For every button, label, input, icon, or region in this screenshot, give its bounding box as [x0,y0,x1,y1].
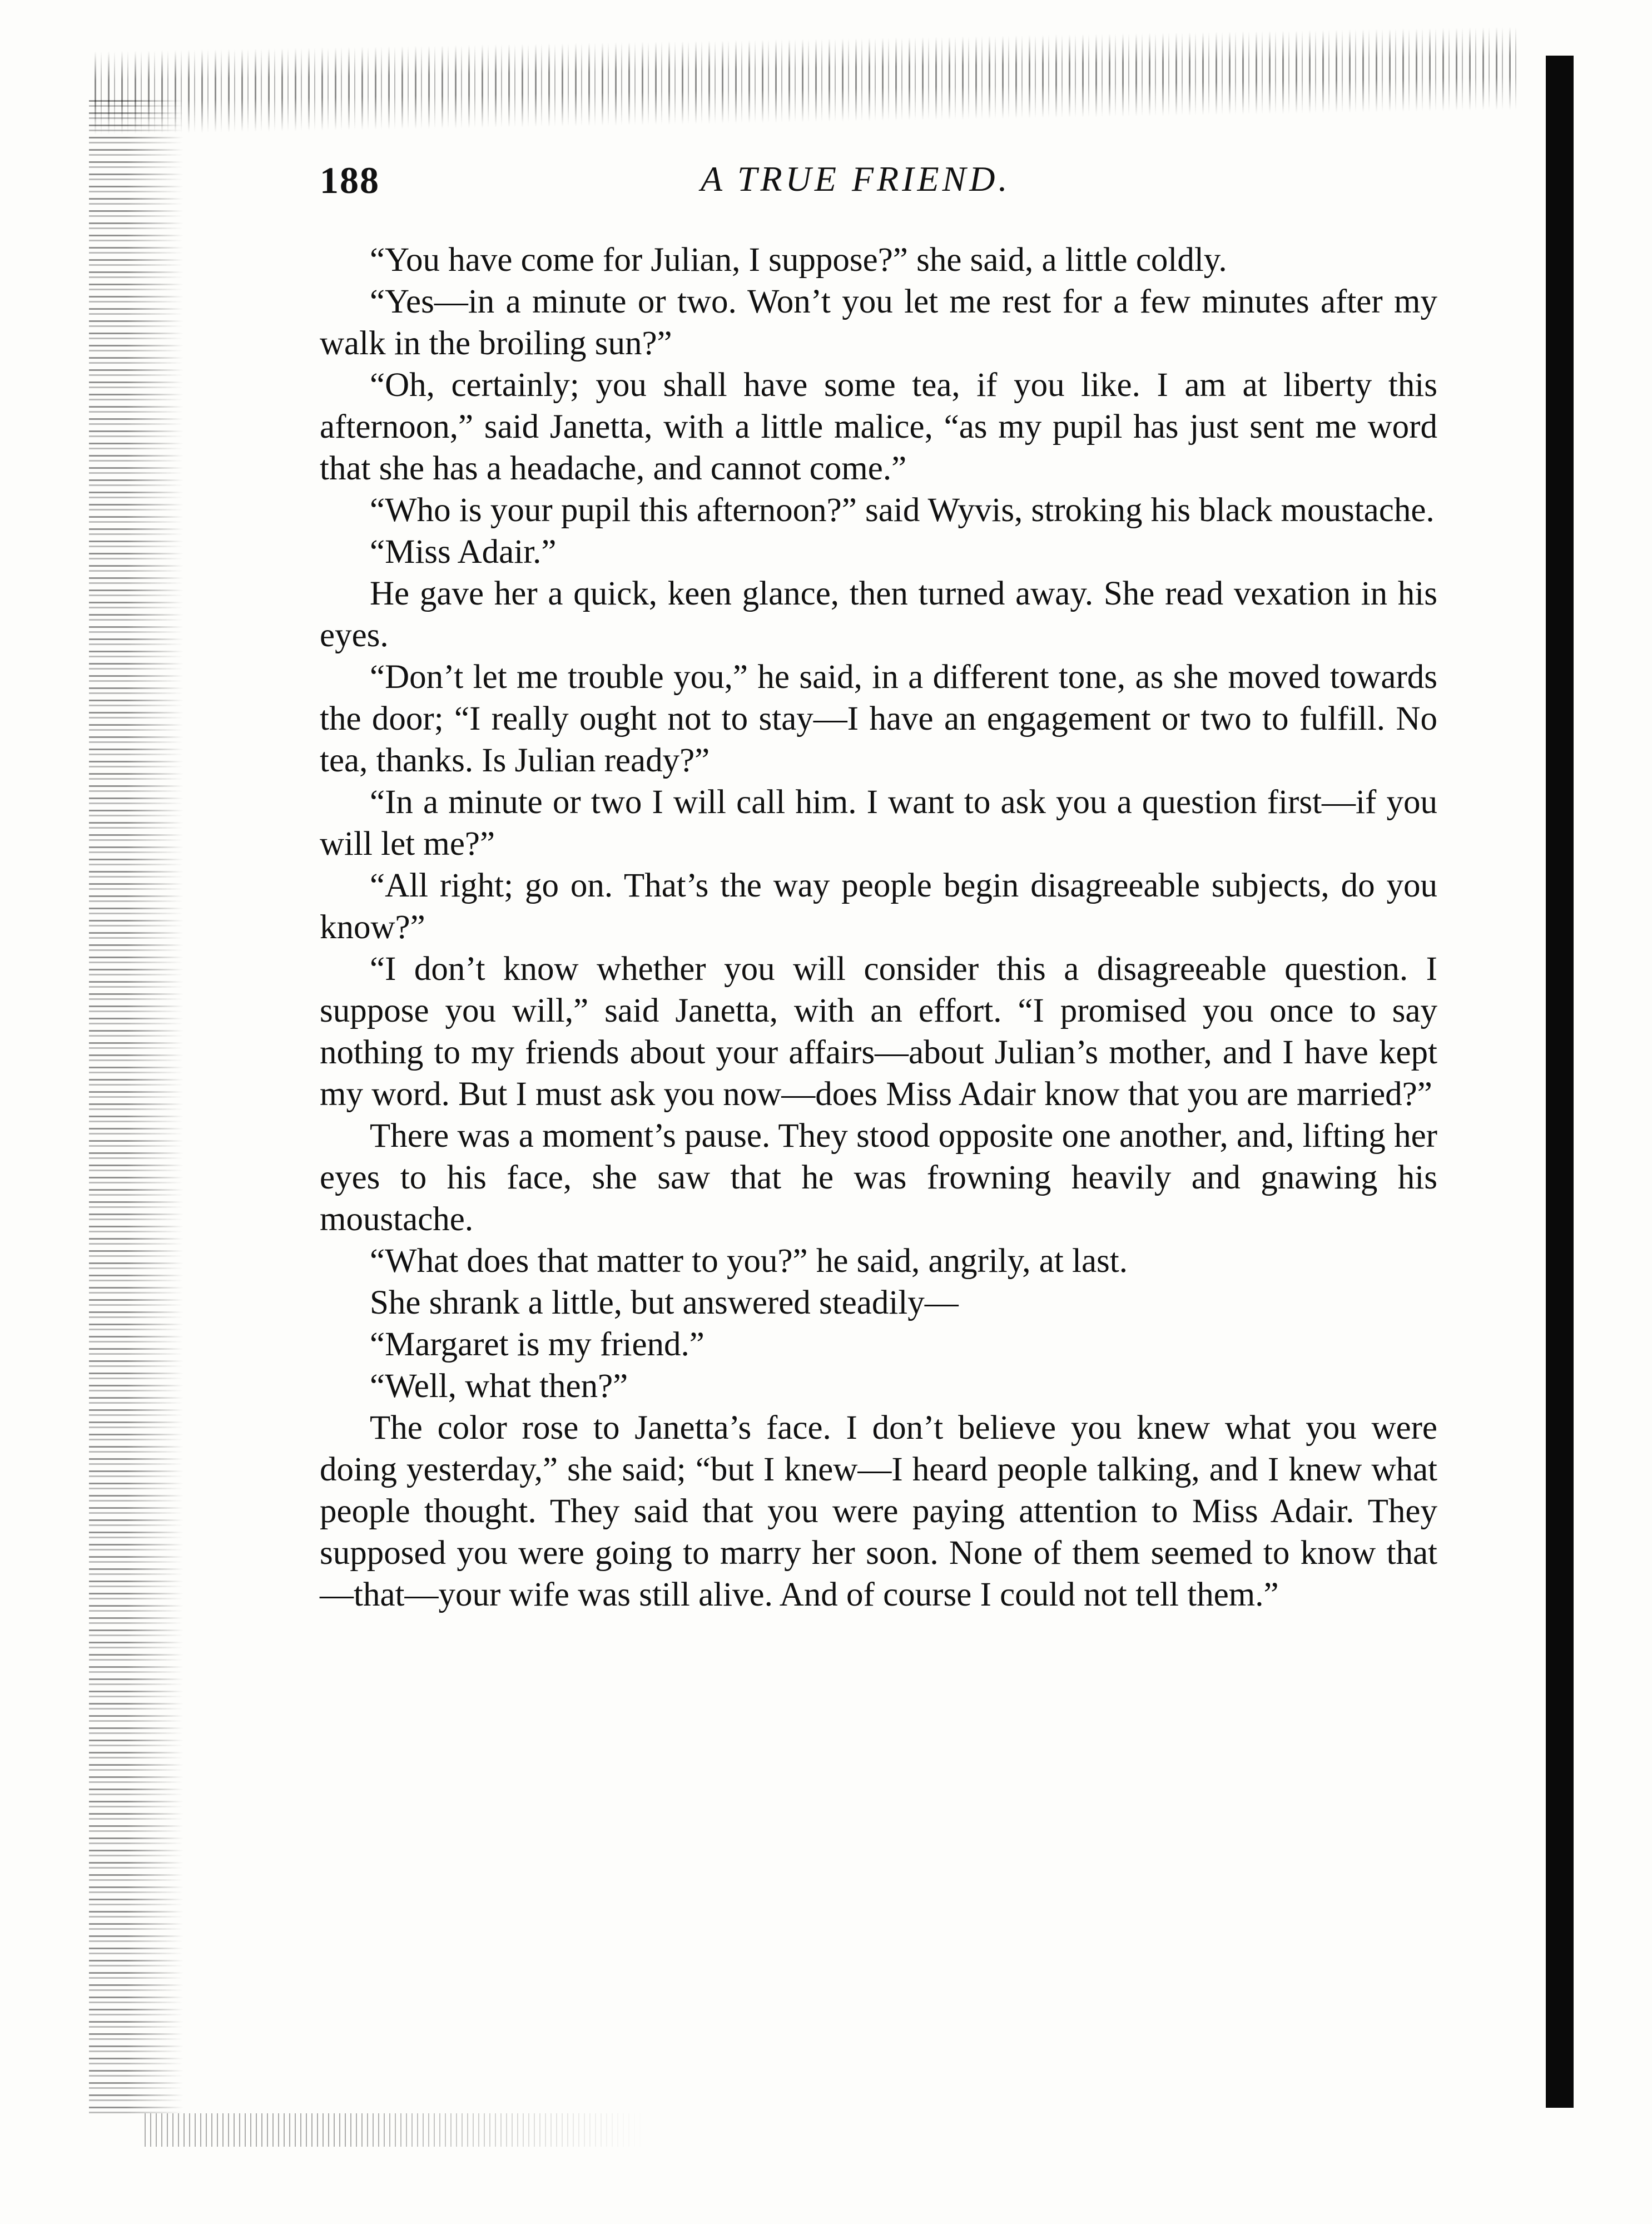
paragraph: “Oh, certainly; you shall have some tea, if you like. I am at liberty this afternoon,” said Janetta, with a little malice, “as my pupil has just sent me word that she has a headache, and cannot come.” [320,366,1437,487]
paragraph: There was a moment’s pause. They stood opposite one another, and, lifting her eyes to his face, she saw that he was frowning heavily and gnawing his moustache. [320,1117,1437,1238]
paragraph: “I don’t know whether you will consider this a disagreeable question. I suppose you will,” said Janetta, with an effort. “I promised you once to say nothing to my friends about your affairs—about Julian’s mother, and I have kept my word. But I must ask you now—does Miss Adair know that you are married?” [320,950,1437,1113]
scan-noise-top-edge [95,27,1518,135]
paragraph: The color rose to Janetta’s face. I don’t believe you knew what you were doing yesterday,” she said; “but I knew—I heard people talking, and I knew what people thought. They said that you were paying attention to Miss Adair. They supposed you were going to marry her soon. None of them seemed to know that—that—your wife was still alive. And of course I could not tell them.” [320,1409,1437,1613]
paragraph: He gave her a quick, keen glance, then turned away. She read vexation in his eyes. [320,575,1437,654]
paragraph: “Miss Adair.” [370,533,557,571]
paragraph: “Margaret is my friend.” [370,1326,705,1363]
paragraph: “In a minute or two I will call him. I want to ask you a question first—if you will let me?” [320,784,1437,863]
page-header [0,158,1652,209]
running-title: A TRUE FRIEND. [701,159,1011,199]
paragraph: “All right; go on. That’s the way people begin disagreeable subjects, do you know?” [320,867,1437,946]
page-number: 188 [320,159,380,201]
scan-noise-left-edge [89,100,183,2113]
paragraph: “Yes—in a minute or two. Won’t you let me rest for a few minutes after my walk in the broiling sun?” [320,283,1437,362]
body-text [320,239,1437,1616]
scan-noise-bottom-edge [145,2113,645,2147]
paragraph: She shrank a little, but answered steadily— [370,1284,959,1321]
paragraph: “Well, what then?” [370,1368,628,1405]
book-spine-shadow [1546,56,1574,2108]
paragraph: “Don’t let me trouble you,” he said, in a different tone, as she moved towards the door; “I really ought not to stay—I have an engagement or two to fulfill. No tea, thanks. Is Julian ready?” [320,658,1437,779]
paragraph: “What does that matter to you?” he said, angrily, at last. [370,1242,1128,1280]
paragraph: “Who is your pupil this afternoon?” said Wyvis, stroking his black moustache. [370,492,1435,529]
paragraph: “You have come for Julian, I suppose?” she said, a little coldly. [370,241,1227,279]
